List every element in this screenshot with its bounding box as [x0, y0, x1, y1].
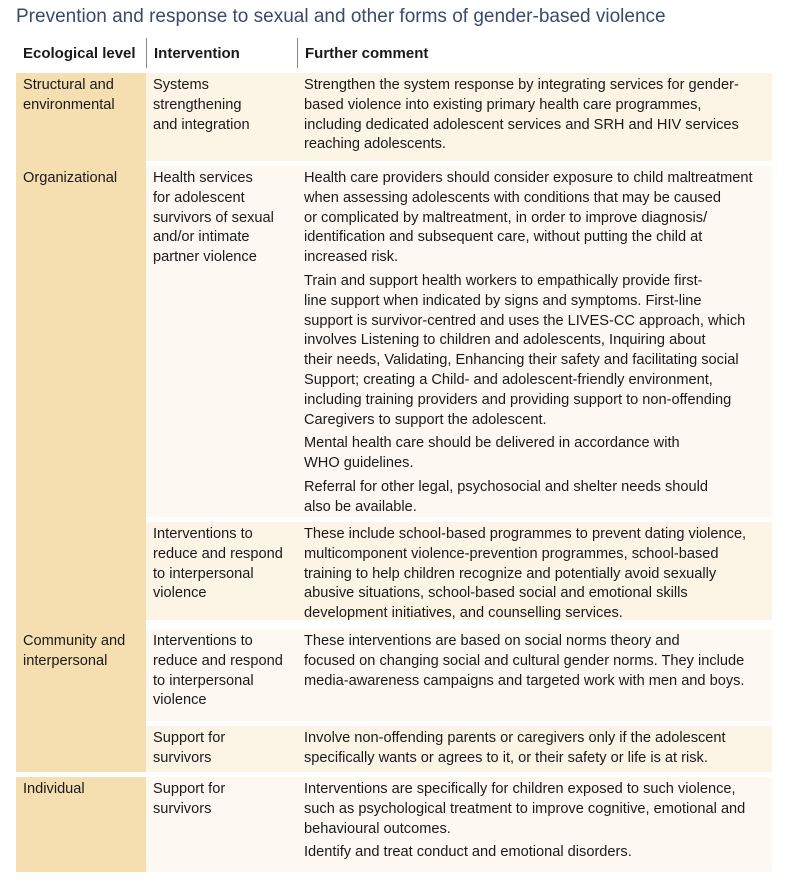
intervention-label: Support for survivors	[153, 781, 226, 817]
intervention-table	[16, 38, 772, 872]
level-label: Individual	[23, 781, 85, 797]
intervention-cell	[146, 73, 297, 161]
comment-cell	[297, 517, 772, 620]
intervention-cell	[146, 629, 297, 721]
comment-text: These include school-based programmes to prevent dating violence, multicomponent violence-prevention programmes, school-based training to help children recognize and potentially avoid sexually abusive situations, school-based social and emotional skills development initiatives, and counselling services.	[304, 526, 747, 622]
comment-text: Referral for other legal, psychosocial and shelter needs should also be available.	[304, 478, 708, 515]
comment-text: Mental health care should be delivered in accordance with WHO guidelines.	[304, 435, 680, 472]
comment-text: Health care providers should consider exposure to child maltreatment when assessing adolescents with conditions that may be caused or complicated by maltreatment, in order to improve diagnosis/ identification and subsequent care, without putting the child at increased risk.	[304, 170, 753, 266]
header-further-comment: Further comment	[297, 38, 772, 68]
table-row	[16, 629, 772, 772]
level-cell	[16, 629, 146, 772]
comment-text: Strengthen the system response by integrating services for gender- based violence into existing primary health care programmes, including dedicated adolescent services and SRH and HIV services reaching adolescents.	[304, 77, 739, 153]
comment-text: Identify and treat conduct and emotional disorders.	[304, 844, 632, 861]
table-header-row	[16, 38, 772, 68]
intervention-cell	[146, 721, 297, 772]
level-label: Organizational	[23, 170, 118, 186]
table-row	[16, 777, 772, 872]
table-row	[16, 73, 772, 161]
intervention-label: Support for survivors	[153, 730, 226, 766]
level-label: Community and interpersonal	[23, 633, 126, 669]
intervention-label: Health services for adolescent survivors of sexual and/or intimate partner violence	[153, 170, 274, 266]
comment-cell	[297, 629, 772, 721]
level-cell	[16, 166, 146, 634]
intervention-cell	[146, 777, 297, 872]
comment-text: Involve non-offending parents or caregivers only if the adolescent specifically wants or agrees to it, or their safety or life is at risk.	[304, 730, 726, 766]
level-cell	[16, 73, 146, 161]
comment-cell	[297, 777, 772, 872]
header-ecological-level: Ecological level	[23, 45, 136, 62]
comment-text: These interventions are based on social norms theory and focused on changing social and cultural gender norms. They include media-awareness campaigns and targeted work with men and boys.	[304, 633, 745, 689]
level-cell	[16, 777, 146, 872]
comment-text: Interventions are specifically for children exposed to such violence, such as psychological treatment to improve cognitive, emotional and behavioural outcomes.	[304, 781, 746, 837]
intervention-cell	[146, 517, 297, 620]
comment-cell	[297, 721, 772, 772]
intervention-cell	[146, 166, 297, 517]
header-intervention: Intervention	[146, 38, 297, 68]
intervention-label: Interventions to reduce and respond to interpersonal violence	[153, 633, 283, 709]
comment-text: Train and support health workers to empathically provide first- line support when indicated by signs and symptoms. First-line support is survivor-centred and uses the LIVES-CC approach, which involves Listening to children and adolescents, Inquiring about their needs, Validating, Enhancing their safety and facilitating social Support; creating a Child- and adolescent-friendly environment, including training providers and providing support to non-offending Caregivers to support the adolescent.	[304, 272, 746, 428]
comment-cell	[297, 166, 772, 517]
comment-cell	[297, 73, 772, 161]
intervention-label: Interventions to reduce and respond to interpersonal violence	[153, 526, 283, 602]
page-title: Prevention and response to sexual and other forms of gender-based violence	[16, 6, 666, 27]
level-label: Structural and environmental	[23, 77, 115, 113]
intervention-label: Systems strengthening and integration	[153, 77, 250, 133]
table-row	[146, 517, 772, 620]
